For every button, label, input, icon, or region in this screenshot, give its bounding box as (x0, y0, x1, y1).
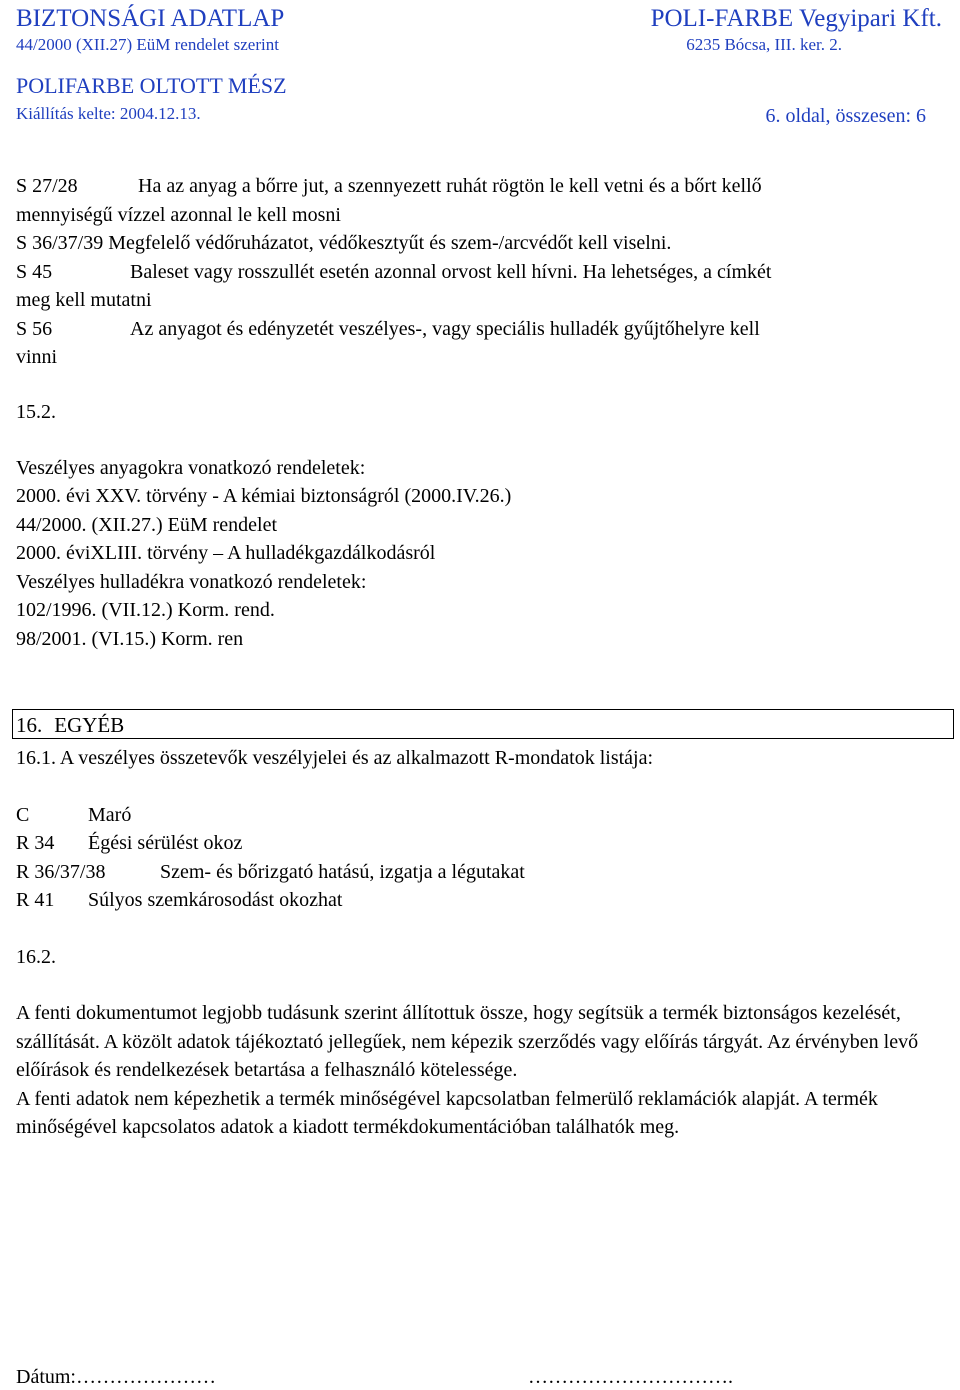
regulation-note: 44/2000 (XII.27) EüM rendelet szerint (16, 35, 279, 54)
section-16-title (16, 711, 124, 739)
regulation-line: 102/1996. (VII.12.) Korm. rend. (16, 599, 275, 621)
regulation-line: 44/2000. (XII.27.) EüM rendelet (16, 513, 278, 536)
s-text-cont: meg kell mutatni (16, 289, 152, 311)
s-code: S 27/28 (16, 175, 78, 197)
s-code: S 45 (16, 260, 53, 283)
r-code: R 36/37/38 (16, 860, 106, 883)
regulation-line: Veszélyes hulladékra vonatkozó rendeletek: (16, 570, 367, 593)
r-text: Maró (88, 803, 132, 826)
date-label: Dátum:………………… (16, 1366, 216, 1388)
disclaimer-paragraph: A fenti adatok nem képezhetik a termék minőségével kapcsolatban felmerülő reklamációk alapját. A termék minőségével kapcsolatos adatok a kiadott termékdokumentációban találhatók meg. (16, 1087, 878, 1138)
r-item (16, 858, 936, 887)
disclaimer-paragraph: A fenti dokumentumot legjobb tudásunk szerint állítottuk össze, hogy segítsük a termék biztonságos kezelését, szállítását. A közölt adatok tájékoztató jellegűek, nem képezik szerződés vagy előírás tárgyát. Az érvényben levő előírások és rendelkezések betartása a felhasználó kötelessége. (16, 1002, 919, 1081)
issue-date: Kiállítás kelte: 2004.12.13. (16, 104, 201, 123)
r-item (16, 829, 936, 858)
page-info: 6. oldal, összesen: 6 (765, 105, 926, 127)
section-15-2 (16, 398, 936, 653)
s-text: Ha az anyag a bőrre jut, a szennyezett ruhát rögtön le kell vetni és a bőrt kellő (138, 175, 762, 197)
section-16-box (12, 709, 954, 739)
section-name: EGYÉB (54, 713, 125, 737)
subsection-16-1: 16.1. A veszélyes összetevők veszélyjelei és az alkalmazott R-mondatok listája: (16, 747, 654, 769)
s-text: Az anyagot és edényzetét veszélyes-, vagy speciális hulladék gyűjtőhelyre kell (130, 317, 760, 340)
section-number: 15.2. (16, 401, 56, 423)
company-name: POLI-FARBE Vegyipari Kft. (650, 5, 942, 32)
regulation-line: 2000. évi XXV. törvény - A kémiai biztonságról (2000.IV.26.) (16, 485, 512, 507)
r-text: Szem- és bőrizgató hatású, izgatja a légutakat (160, 860, 525, 883)
s-text-cont: mennyiségű vízzel azonnal le kell mosni (16, 203, 341, 226)
regulation-line: Veszélyes anyagokra vonatkozó rendeletek: (16, 456, 366, 479)
r-code: R 41 (16, 889, 55, 911)
company-address: 6235 Bócsa, III. ker. 2. (686, 35, 842, 54)
document-header (16, 4, 942, 130)
section-number: 16. (16, 713, 43, 737)
s-phrases (16, 172, 936, 372)
r-code: C (16, 803, 30, 826)
s-text: Baleset vagy rosszullét esetén azonnal orvost kell hívni. Ha lehetséges, a címkét (130, 260, 772, 283)
s-code: S 56 (16, 317, 53, 340)
r-text: Súlyos szemkárosodást okozhat (88, 889, 343, 911)
r-item (16, 886, 936, 915)
doc-title: BIZTONSÁGI ADATLAP (16, 5, 285, 32)
section-16 (16, 744, 936, 1142)
r-code: R 34 (16, 832, 55, 854)
product-name: POLIFARBE OLTOTT MÉSZ (16, 73, 287, 98)
signature-line: …………………………. (528, 1366, 733, 1388)
r-item (16, 801, 936, 830)
r-text: Égési sérülést okoz (88, 832, 243, 854)
subsection-16-2: 16.2. (16, 945, 56, 968)
s-text: S 36/37/39 Megfelelő védőruházatot, védőkesztyűt és szem-/arcvédőt kell viselni. (16, 232, 672, 254)
s-text-cont: vinni (16, 346, 58, 368)
regulation-line: 2000. éviXLIII. törvény – A hulladékgazdálkodásról (16, 542, 436, 564)
regulation-line: 98/2001. (VI.15.) Korm. ren (16, 627, 244, 650)
signature-footer (16, 1364, 946, 1390)
